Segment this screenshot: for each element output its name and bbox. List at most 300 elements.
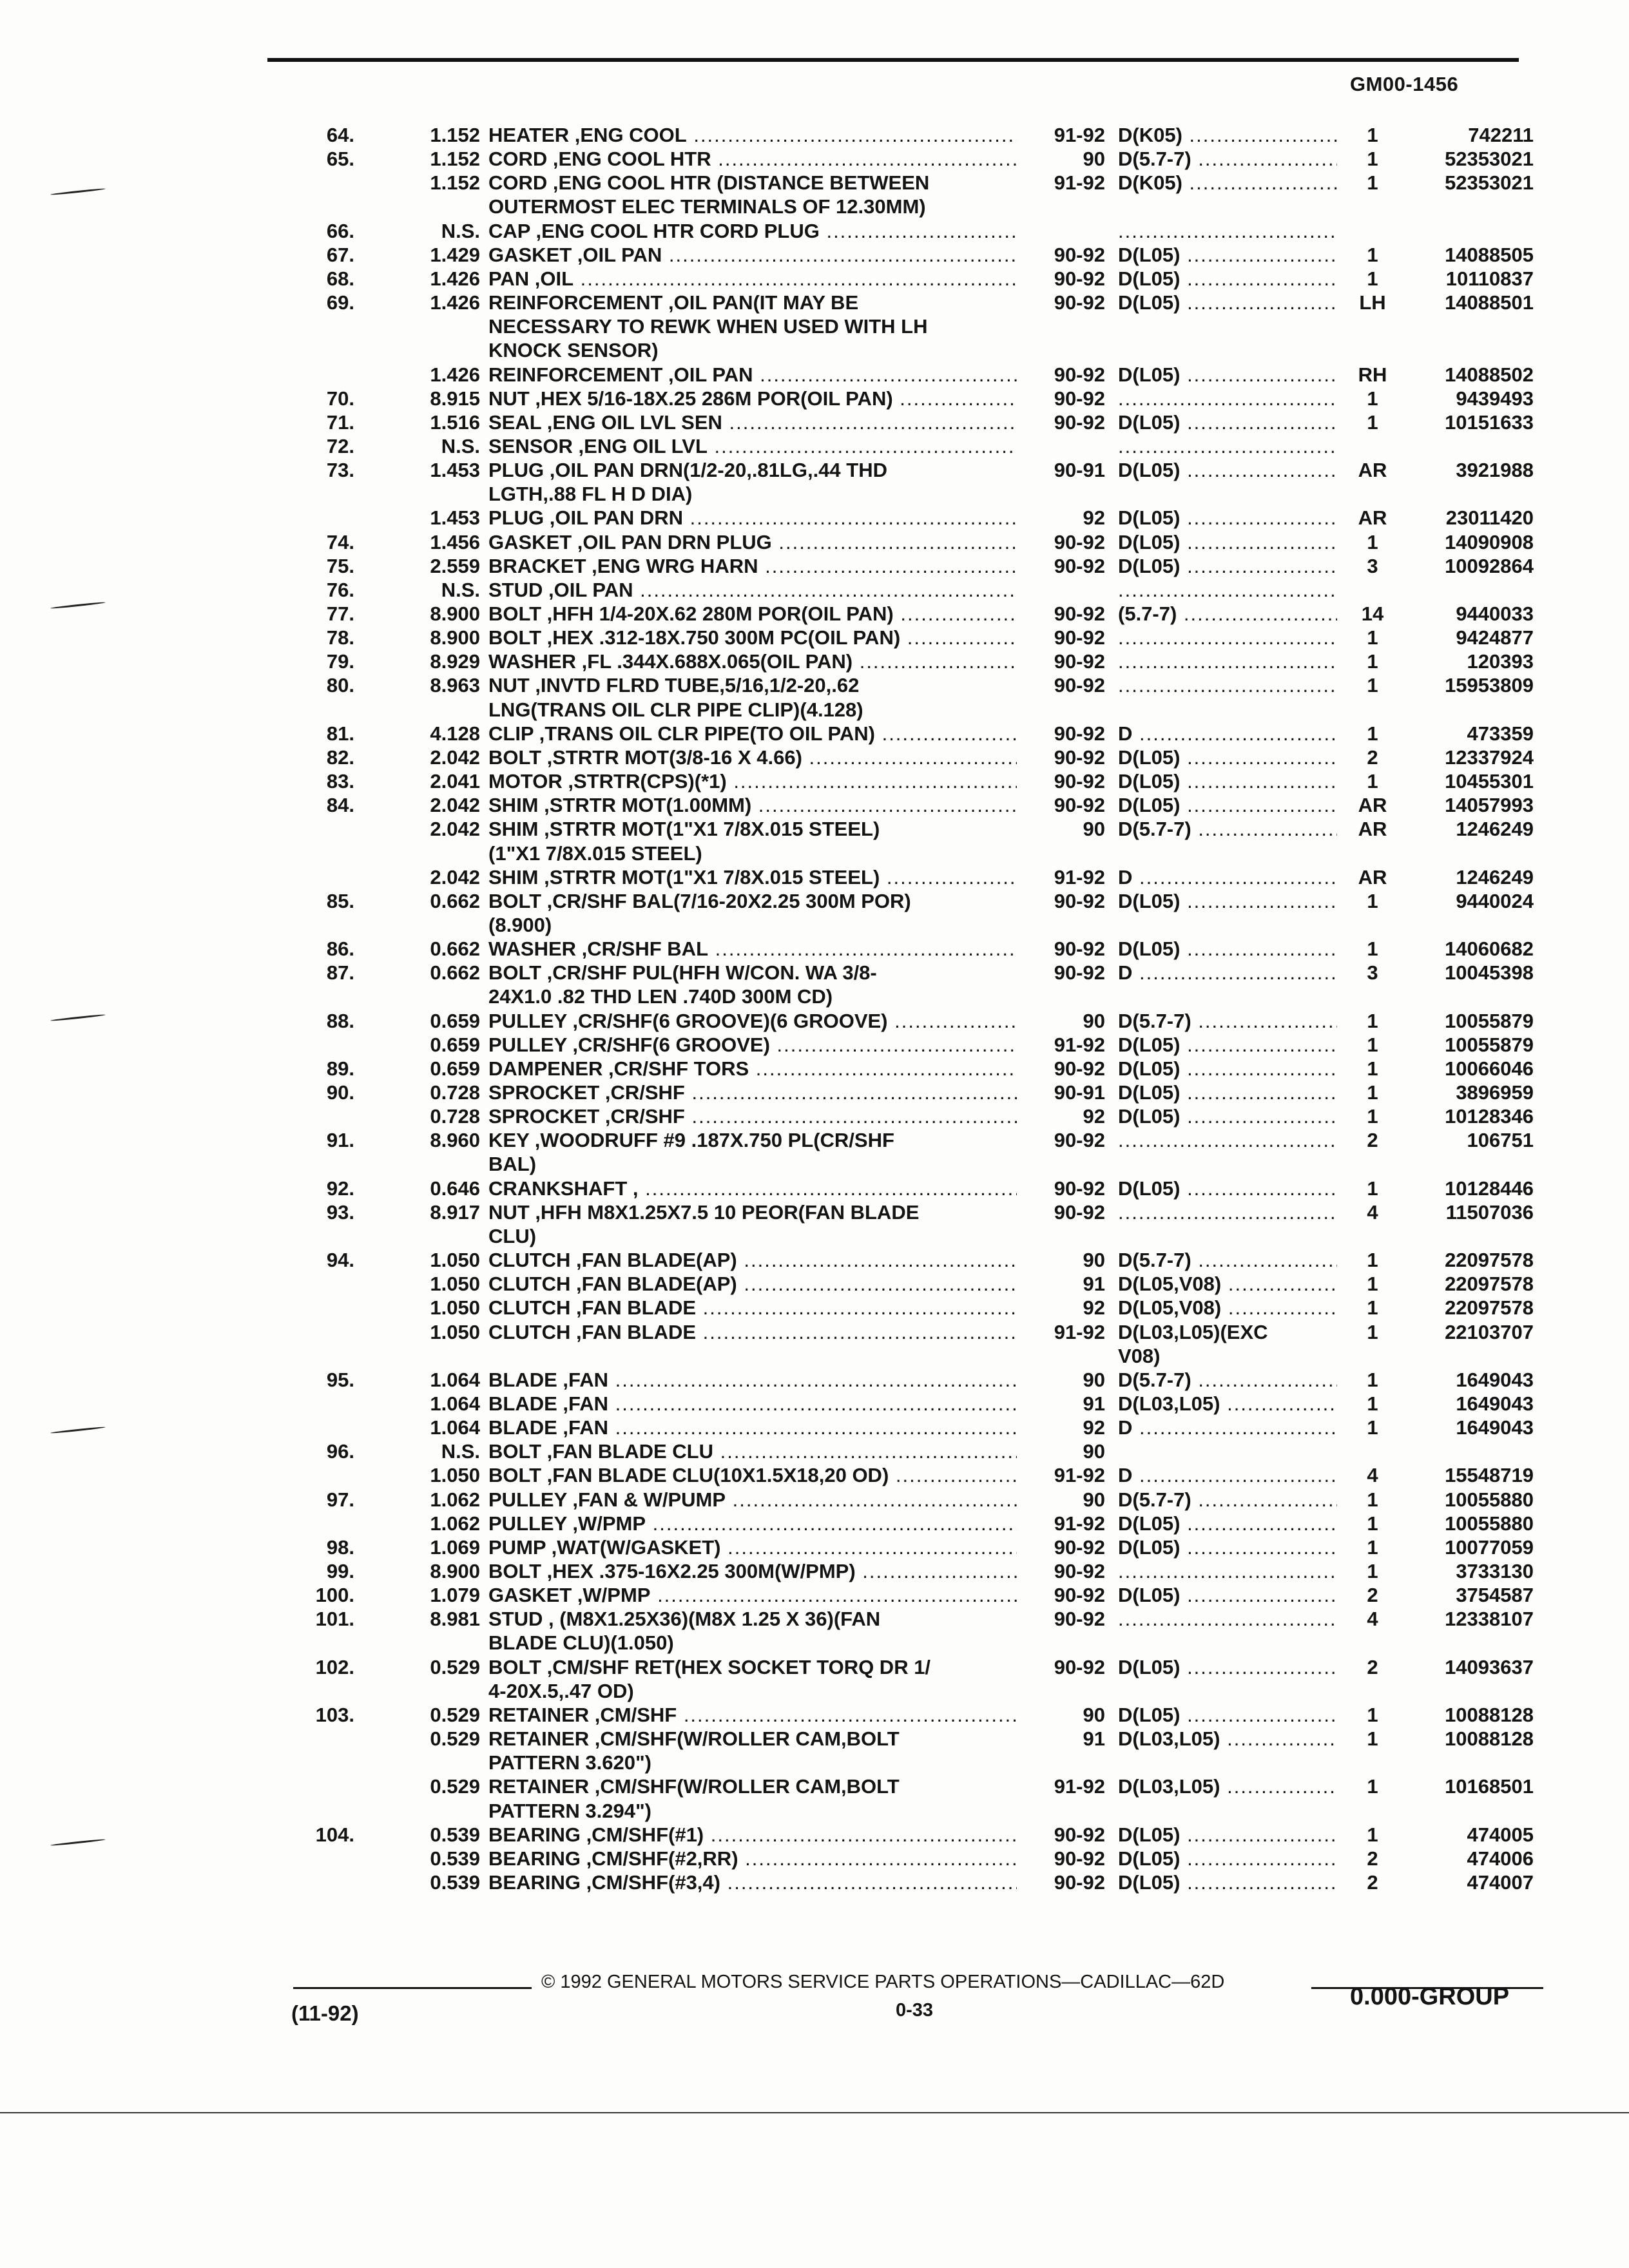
part-description: REINFORCEMENT ,OIL PAN(IT MAY BE (488, 291, 859, 314)
ref-number: 70. (326, 387, 354, 410)
group-number: 8.900 (430, 602, 480, 625)
ref-number: 78. (326, 626, 354, 649)
part-description: 4-20X.5,.47 OD) (488, 1680, 634, 1702)
model-years: 91-92 (1054, 124, 1105, 146)
part-description: WASHER ,FL .344X.688X.065(OIL PAN) ..... (488, 650, 1017, 673)
part-row (0, 890, 1629, 913)
engine-code: D(L05) ..... (1118, 1656, 1337, 1679)
part-description: BAL) (488, 1153, 537, 1175)
group-number: 0.539 (430, 1871, 480, 1894)
part-row (0, 1153, 1629, 1176)
part-row (0, 411, 1629, 434)
model-years: 90-92 (1054, 531, 1105, 553)
part-row (0, 171, 1629, 195)
part-row (0, 1440, 1629, 1463)
model-years: 92 (1083, 1296, 1105, 1319)
part-row (0, 770, 1629, 793)
engine-code: D(5.7-7) ..... (1118, 1488, 1337, 1512)
model-years: 90-92 (1054, 650, 1105, 673)
ref-number: 77. (326, 602, 354, 625)
part-row (0, 1584, 1629, 1607)
engine-code (1118, 1608, 1337, 1631)
part-number: 3754587 (1456, 1584, 1534, 1606)
part-number: 3896959 (1456, 1081, 1534, 1104)
engine-code: D(L05) ..... (1118, 770, 1337, 793)
quantity: 1 (1367, 1823, 1378, 1846)
engine-code: D(L05) ..... (1118, 363, 1337, 387)
engine-code: D(L05) ..... (1118, 1177, 1337, 1200)
part-number: 14088501 (1445, 291, 1534, 314)
engine-code: D(L05) ..... (1118, 1536, 1337, 1559)
part-number: 11507036 (1445, 1201, 1534, 1224)
engine-code: D(L05) ..... (1118, 1033, 1337, 1057)
part-description: NUT ,INVTD FLRD TUBE,5/16,1/2-20,.62 (488, 674, 860, 697)
part-number: 10055879 (1445, 1033, 1534, 1056)
group-number: 0.646 (430, 1177, 480, 1200)
part-description: SPROCKET ,CR/SHF ..... (488, 1081, 1017, 1104)
part-description: PATTERN 3.620") (488, 1751, 651, 1774)
ref-number: 88. (326, 1010, 354, 1032)
group-number: 1.453 (430, 459, 480, 481)
ref-number: 79. (326, 650, 354, 673)
ref-number: 96. (326, 1440, 354, 1463)
quantity: 1 (1367, 674, 1378, 697)
group-number: 0.539 (430, 1823, 480, 1846)
part-description: KNOCK SENSOR) (488, 339, 659, 361)
model-years: 91-92 (1054, 1512, 1105, 1535)
ref-number: 85. (326, 890, 354, 912)
engine-code: (5.7-7) ..... (1118, 602, 1337, 626)
model-years: 90-92 (1054, 1057, 1105, 1080)
engine-code: D ..... (1118, 722, 1337, 745)
quantity: 1 (1367, 1512, 1378, 1535)
group-number: 1.426 (430, 291, 480, 314)
ref-number: 95. (326, 1369, 354, 1391)
part-description: BRACKET ,ENG WRG HARN ..... (488, 555, 1017, 578)
model-years: 90-92 (1054, 1201, 1105, 1224)
part-row (0, 961, 1629, 985)
part-description: SHIM ,STRTR MOT(1"X1 7/8X.015 STEEL) (488, 818, 880, 840)
part-row (0, 1033, 1629, 1057)
group-number: 0.529 (430, 1656, 480, 1678)
part-description: 24X1.0 .82 THD LEN .740D 300M CD) (488, 985, 833, 1008)
part-description: BLADE CLU)(1.050) (488, 1631, 674, 1654)
quantity: 1 (1367, 722, 1378, 745)
part-description: GASKET ,W/PMP ..... (488, 1584, 1017, 1607)
part-row (0, 1177, 1629, 1200)
group-number: 8.981 (430, 1608, 480, 1630)
model-years: 90-92 (1054, 770, 1105, 793)
part-row (0, 866, 1629, 889)
model-years: 90-92 (1054, 244, 1105, 266)
group-number: 1.050 (430, 1464, 480, 1486)
ref-number: 64. (326, 124, 354, 146)
engine-code: D(L03,L05) ..... (1118, 1392, 1337, 1416)
part-row (0, 1512, 1629, 1535)
part-number: 52353021 (1445, 171, 1534, 194)
quantity: AR (1358, 818, 1387, 840)
quantity: 1 (1367, 890, 1378, 912)
model-years: 92 (1083, 506, 1105, 529)
part-description: LGTH,.88 FL H D DIA) (488, 483, 693, 505)
part-number: 10455301 (1445, 770, 1534, 793)
ref-number: 100. (315, 1584, 354, 1606)
part-description: RETAINER ,CM/SHF ..... (488, 1704, 1017, 1727)
model-years: 91-92 (1054, 1321, 1105, 1343)
model-years: 90-92 (1054, 1608, 1105, 1630)
part-number: 10055880 (1445, 1512, 1534, 1535)
part-number: 14093637 (1445, 1656, 1534, 1678)
group-number: N.S. (441, 435, 480, 457)
part-row (0, 531, 1629, 554)
part-description: CLIP ,TRANS OIL CLR PIPE(TO OIL PAN) ..... (488, 722, 1017, 745)
ref-number: 86. (326, 937, 354, 960)
engine-code (1118, 650, 1337, 673)
part-description: NUT ,HEX 5/16-18X.25 286M POR(OIL PAN) ..... (488, 387, 1017, 410)
ref-number: 89. (326, 1057, 354, 1080)
engine-code: D(5.7-7) ..... (1118, 1249, 1337, 1272)
engine-code (1118, 674, 1337, 697)
quantity: 14 (1361, 602, 1384, 625)
part-row (0, 1847, 1629, 1870)
part-number: 10077059 (1445, 1536, 1534, 1559)
ref-number: 72. (326, 435, 354, 457)
group-number: 1.069 (430, 1536, 480, 1559)
ref-number: 91. (326, 1129, 354, 1151)
group-number: 2.042 (430, 794, 480, 816)
group-number: 8.915 (430, 387, 480, 410)
quantity: AR (1358, 866, 1387, 889)
quantity: 1 (1367, 1177, 1378, 1200)
group-number: N.S. (441, 579, 480, 601)
quantity: 1 (1367, 937, 1378, 960)
part-description: BOLT ,CM/SHF RET(HEX SOCKET TORQ DR 1/ (488, 1656, 931, 1678)
model-years: 90 (1083, 148, 1105, 170)
engine-code (1118, 387, 1337, 410)
part-row (0, 195, 1629, 218)
engine-code (1118, 220, 1337, 243)
ref-number: 73. (326, 459, 354, 481)
part-description: BOLT ,FAN BLADE CLU ..... (488, 1440, 1017, 1463)
ref-number: 84. (326, 794, 354, 816)
engine-code: D(5.7-7) ..... (1118, 1369, 1337, 1392)
quantity: 1 (1367, 1536, 1378, 1559)
part-number: 10055880 (1445, 1488, 1534, 1511)
quantity: 1 (1367, 1392, 1378, 1415)
quantity: RH (1358, 363, 1387, 386)
group-number: N.S. (441, 1440, 480, 1463)
part-description: CLUTCH ,FAN BLADE(AP) ..... (488, 1249, 1017, 1272)
model-years: 90 (1083, 1488, 1105, 1511)
ref-number: 87. (326, 961, 354, 984)
quantity: 1 (1367, 1560, 1378, 1582)
part-row (0, 1464, 1629, 1487)
part-row (0, 746, 1629, 769)
part-row (0, 1536, 1629, 1559)
engine-code: D(L05) ..... (1118, 267, 1337, 291)
part-number: 1649043 (1456, 1392, 1534, 1415)
engine-code: D(L05) ..... (1118, 244, 1337, 267)
ref-number: 66. (326, 220, 354, 242)
part-number: 22103707 (1445, 1321, 1534, 1343)
ref-number: 74. (326, 531, 354, 553)
model-years: 91-92 (1054, 866, 1105, 889)
engine-code (1118, 626, 1337, 649)
model-years: 90-91 (1054, 1081, 1105, 1104)
part-row (0, 1296, 1629, 1320)
engine-code: D(L05) ..... (1118, 937, 1337, 961)
model-years: 90-91 (1054, 459, 1105, 481)
part-number: 52353021 (1445, 148, 1534, 170)
part-row (0, 1273, 1629, 1296)
part-description: WASHER ,CR/SHF BAL ..... (488, 937, 1017, 961)
group-number: 1.152 (430, 171, 480, 194)
part-description: HEATER ,ENG COOL ..... (488, 124, 1017, 147)
part-number: 1246249 (1456, 818, 1534, 840)
engine-code (1118, 1129, 1337, 1152)
quantity: 1 (1367, 650, 1378, 673)
part-number: 1649043 (1456, 1369, 1534, 1391)
model-years: 92 (1083, 1416, 1105, 1439)
quantity: 1 (1367, 387, 1378, 410)
quantity: 1 (1367, 124, 1378, 146)
model-years: 90-92 (1054, 890, 1105, 912)
part-number: 3921988 (1456, 459, 1534, 481)
group-number: 1.064 (430, 1392, 480, 1415)
part-description: SENSOR ,ENG OIL LVL ..... (488, 435, 1017, 458)
part-description: KEY ,WOODRUFF #9 .187X.750 PL(CR/SHF (488, 1129, 894, 1151)
part-row (0, 602, 1629, 626)
part-description: MOTOR ,STRTR(CPS)(*1) ..... (488, 770, 1017, 793)
quantity: 1 (1367, 267, 1378, 290)
part-row (0, 1225, 1629, 1248)
part-description: CLUTCH ,FAN BLADE ..... (488, 1296, 1017, 1320)
group-number: 2.041 (430, 770, 480, 793)
ref-number: 68. (326, 267, 354, 290)
part-number: 23011420 (1445, 506, 1534, 529)
ref-number: 90. (326, 1081, 354, 1104)
part-number: 10092864 (1445, 555, 1534, 577)
quantity: 1 (1367, 244, 1378, 266)
document-id: GM00-1456 (1350, 73, 1459, 95)
ref-number: 104. (315, 1823, 354, 1846)
quantity: AR (1358, 794, 1387, 816)
engine-code: D(L05) ..... (1118, 1105, 1337, 1128)
part-description: CORD ,ENG COOL HTR (DISTANCE BETWEEN (488, 171, 930, 194)
part-number: 22097578 (1445, 1296, 1534, 1319)
model-years: 90 (1083, 1369, 1105, 1391)
part-description: BOLT ,FAN BLADE CLU(10X1.5X18,20 OD) ..... (488, 1464, 1017, 1487)
engine-code: D ..... (1118, 866, 1337, 889)
model-years: 91-92 (1054, 1775, 1105, 1798)
part-row (0, 1775, 1629, 1798)
engine-code: D(L05) ..... (1118, 1057, 1337, 1081)
quantity: 1 (1367, 1105, 1378, 1128)
model-years: 91-92 (1054, 1033, 1105, 1056)
part-description: SEAL ,ENG OIL LVL SEN ..... (488, 411, 1017, 434)
part-number: 473359 (1467, 722, 1534, 745)
engine-code: D(L05) ..... (1118, 555, 1337, 578)
part-number: 106751 (1467, 1129, 1534, 1151)
part-description: BOLT ,HEX .375-16X2.25 300M(W/PMP) ..... (488, 1560, 1017, 1583)
part-row (0, 267, 1629, 291)
group-number: 1.064 (430, 1416, 480, 1439)
model-years: 91-92 (1054, 1464, 1105, 1486)
quantity: 1 (1367, 1057, 1378, 1080)
model-years: 90-92 (1054, 387, 1105, 410)
model-years: 90-92 (1054, 961, 1105, 984)
quantity: LH (1359, 291, 1386, 314)
model-years: 90 (1083, 1440, 1105, 1463)
part-number: 10110837 (1445, 267, 1534, 290)
part-number: 22097578 (1445, 1273, 1534, 1295)
quantity: 1 (1367, 1249, 1378, 1271)
part-description: BOLT ,CR/SHF PUL(HFH W/CON. WA 3/8- (488, 961, 877, 984)
part-description: OUTERMOST ELEC TERMINALS OF 12.30MM) (488, 195, 926, 218)
engine-code (1118, 579, 1337, 602)
model-years: 90-92 (1054, 1584, 1105, 1606)
part-number: 14088502 (1445, 363, 1534, 386)
part-description: BEARING ,CM/SHF(#1) ..... (488, 1823, 1017, 1847)
engine-code: D(L05,V08) ..... (1118, 1273, 1337, 1296)
part-row (0, 842, 1629, 865)
part-description: (8.900) (488, 914, 552, 936)
engine-code: D(L05) ..... (1118, 1081, 1337, 1104)
engine-code: D(5.7-7) ..... (1118, 148, 1337, 171)
model-years: 90-92 (1054, 555, 1105, 577)
part-row (0, 1656, 1629, 1679)
quantity: 1 (1367, 1727, 1378, 1750)
engine-code (1118, 1201, 1337, 1224)
engine-code: D(L05) ..... (1118, 1512, 1337, 1535)
part-description: BOLT ,CR/SHF BAL(7/16-20X2.25 300M POR) (488, 890, 911, 912)
part-number: 1649043 (1456, 1416, 1534, 1439)
ref-number: 75. (326, 555, 354, 577)
model-years: 90 (1083, 1704, 1105, 1726)
group-number: 1.050 (430, 1249, 480, 1271)
model-years: 90-92 (1054, 411, 1105, 434)
quantity: 2 (1367, 1656, 1378, 1678)
group-number: 8.917 (430, 1201, 480, 1224)
model-years: 91-92 (1054, 171, 1105, 194)
quantity: 1 (1367, 1296, 1378, 1319)
part-number: 474006 (1467, 1847, 1534, 1870)
part-number: 22097578 (1445, 1249, 1534, 1271)
engine-code: D(L05) ..... (1118, 506, 1337, 530)
group-number: 8.900 (430, 626, 480, 649)
part-row (0, 555, 1629, 578)
part-row (0, 1488, 1629, 1512)
part-row (0, 1560, 1629, 1583)
part-description: REINFORCEMENT ,OIL PAN ..... (488, 363, 1017, 387)
model-years: 90-92 (1054, 1536, 1105, 1559)
quantity: 1 (1367, 171, 1378, 194)
ref-number: 82. (326, 746, 354, 769)
part-number: 742211 (1468, 124, 1534, 146)
group-number: 8.929 (430, 650, 480, 673)
part-description: BOLT ,STRTR MOT(3/8-16 X 4.66) ..... (488, 746, 1017, 769)
part-number: 14057993 (1445, 794, 1534, 816)
part-row (0, 1249, 1629, 1272)
engine-code: D(K05) ..... (1118, 124, 1337, 147)
ref-number: 102. (315, 1656, 354, 1678)
group-number: 0.659 (430, 1033, 480, 1056)
model-years: 90-92 (1054, 291, 1105, 314)
part-description: PAN ,OIL ..... (488, 267, 1017, 291)
part-row (0, 985, 1629, 1008)
model-years: 90 (1083, 818, 1105, 840)
part-row (0, 1800, 1629, 1823)
model-years: 90-92 (1054, 1560, 1105, 1582)
ref-number: 67. (326, 244, 354, 266)
model-years: 90-92 (1054, 267, 1105, 290)
model-years: 90-92 (1054, 1871, 1105, 1894)
part-description: BOLT ,HFH 1/4-20X.62 280M POR(OIL PAN) ..... (488, 602, 1017, 626)
quantity: 4 (1367, 1464, 1378, 1486)
part-row (0, 1369, 1629, 1392)
part-row (0, 794, 1629, 817)
quantity: 1 (1367, 1081, 1378, 1104)
group-number: 2.042 (430, 746, 480, 769)
engine-code: V08) (1118, 1345, 1161, 1367)
part-description: SHIM ,STRTR MOT(1.00MM) ..... (488, 794, 1017, 817)
engine-code: D(L05) ..... (1118, 1823, 1337, 1847)
part-row (0, 1010, 1629, 1033)
quantity: AR (1358, 459, 1387, 481)
part-row (0, 650, 1629, 673)
ref-number: 97. (326, 1488, 354, 1511)
engine-code: D(L03,L05) ..... (1118, 1775, 1337, 1798)
part-description: BOLT ,HEX .312-18X.750 300M PC(OIL PAN) ..... (488, 626, 1017, 649)
part-description: PULLEY ,FAN & W/PUMP ..... (488, 1488, 1017, 1512)
quantity: 1 (1367, 1321, 1378, 1343)
quantity: 1 (1367, 1010, 1378, 1032)
part-number: 10128346 (1445, 1105, 1534, 1128)
engine-code: D(L03,L05)(EXC (1118, 1321, 1268, 1343)
model-years: 90-92 (1054, 746, 1105, 769)
part-number: 474007 (1467, 1871, 1534, 1894)
model-years: 90-92 (1054, 794, 1105, 816)
part-number: 12338107 (1445, 1608, 1534, 1630)
quantity: 3 (1367, 961, 1378, 984)
part-description: NECESSARY TO REWK WHEN USED WITH LH (488, 315, 928, 338)
engine-code: D(L05) ..... (1118, 1871, 1337, 1894)
part-description: CORD ,ENG COOL HTR ..... (488, 148, 1017, 171)
part-row (0, 722, 1629, 745)
part-row (0, 220, 1629, 243)
quantity: 1 (1367, 1369, 1378, 1391)
group-number: 1.079 (430, 1584, 480, 1606)
part-description: PULLEY ,CR/SHF(6 GROOVE)(6 GROOVE) ..... (488, 1010, 1017, 1033)
part-number: 12337924 (1445, 746, 1534, 769)
group-number: 0.728 (430, 1081, 480, 1104)
ref-number: 71. (326, 411, 354, 434)
engine-code: D ..... (1118, 961, 1337, 985)
quantity: 1 (1367, 1488, 1378, 1511)
part-row (0, 1201, 1629, 1224)
engine-code: D(L05) ..... (1118, 531, 1337, 554)
model-years: 90-92 (1054, 1823, 1105, 1846)
group-number: 8.900 (430, 1560, 480, 1582)
engine-code: D(L05,V08) ..... (1118, 1296, 1337, 1320)
group-number: 0.728 (430, 1105, 480, 1128)
page-number: 0-33 (896, 2000, 934, 2021)
engine-code: D(L05) ..... (1118, 459, 1337, 482)
part-description: PULLEY ,W/PMP ..... (488, 1512, 1017, 1535)
engine-code: D(K05) ..... (1118, 171, 1337, 195)
model-years: 90-92 (1054, 1129, 1105, 1151)
quantity: 2 (1367, 1847, 1378, 1870)
